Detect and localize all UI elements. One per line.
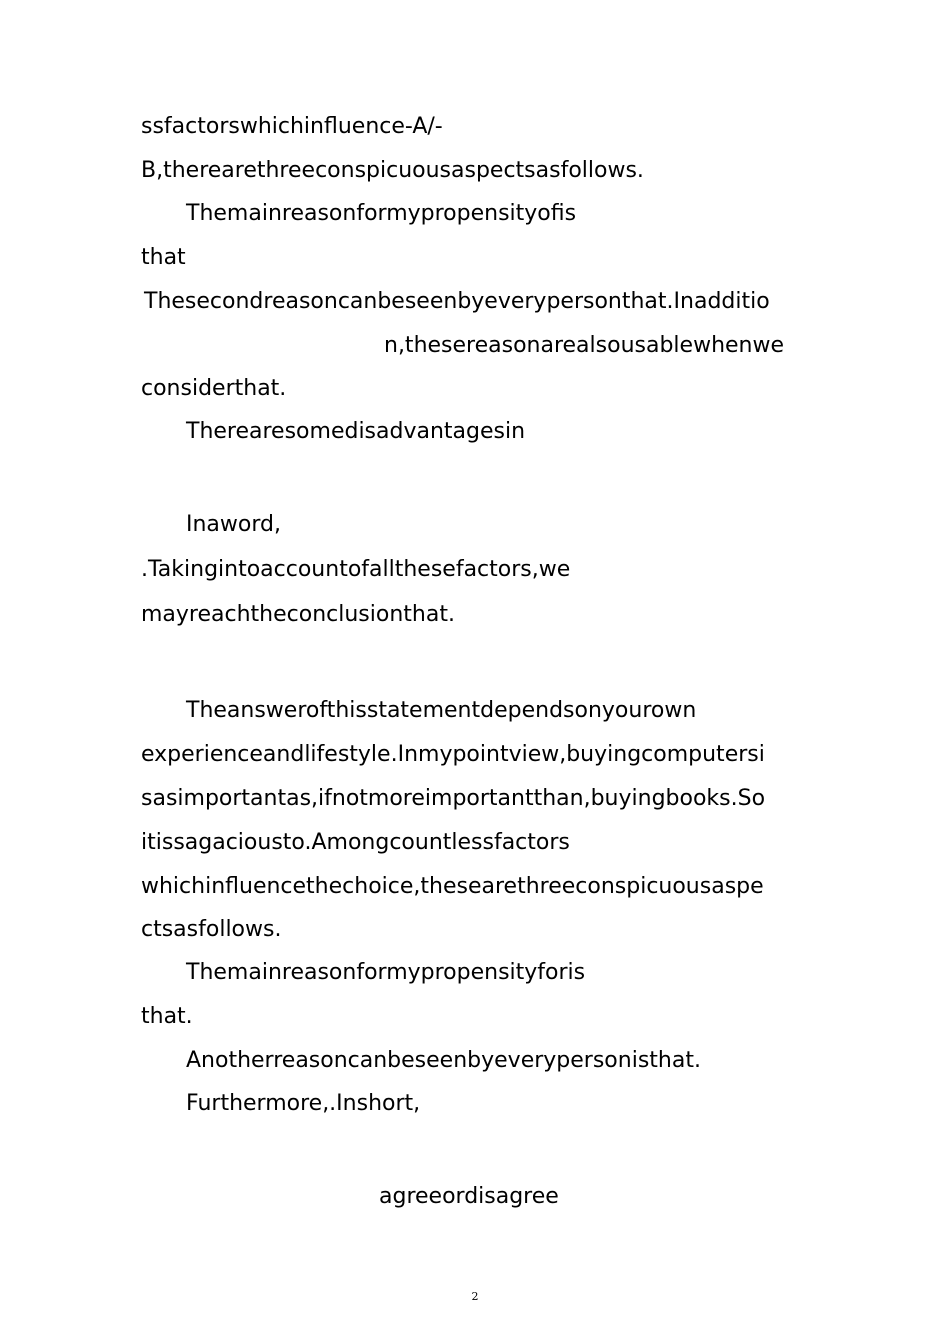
text-line: Therearesomedisadvantagesin	[186, 419, 526, 444]
text-line: itissagaciousto.Amongcountlessfactors	[141, 830, 570, 855]
text-line: Furthermore,.Inshort,	[186, 1091, 421, 1116]
page-number: 2	[471, 1290, 479, 1303]
text-line: Inaword,	[186, 512, 281, 537]
text-line: considerthat.	[141, 376, 287, 401]
text-line: Themainreasonformypropensityforis	[186, 960, 586, 985]
text-line: that	[141, 245, 186, 270]
text-line: sasimportantas,ifnotmoreimportantthan,buyingbooks.So	[141, 786, 766, 811]
text-line: whichinfluencethechoice,thesearethreeconspicuousaspe	[141, 874, 764, 899]
text-line: Themainreasonformypropensityofis	[186, 201, 577, 226]
text-line: Thesecondreasoncanbeseenbyeverypersonthat.Inadditio	[144, 289, 770, 314]
text-line: n,thesereasonarealsousablewhenwe	[384, 333, 785, 358]
text-line: ssfactorswhichinfluence-A/-	[141, 114, 443, 139]
text-line: .Takingintoaccountofallthesefactors,we	[141, 557, 571, 582]
section-heading: agreeordisagree	[379, 1184, 559, 1209]
text-line: Theanswerofthisstatementdependsonyourown	[186, 698, 697, 723]
text-line: that.	[141, 1004, 193, 1029]
text-line: B,therearethreeconspicuousaspectsasfollows.	[141, 158, 644, 183]
text-line: experienceandlifestyle.Inmypointview,buyingcomputersi	[141, 742, 765, 767]
text-line: Anotherreasoncanbeseenbyeverypersonisthat.	[186, 1048, 701, 1073]
text-line: mayreachtheconclusionthat.	[141, 602, 455, 627]
text-line: ctsasfollows.	[141, 917, 282, 942]
